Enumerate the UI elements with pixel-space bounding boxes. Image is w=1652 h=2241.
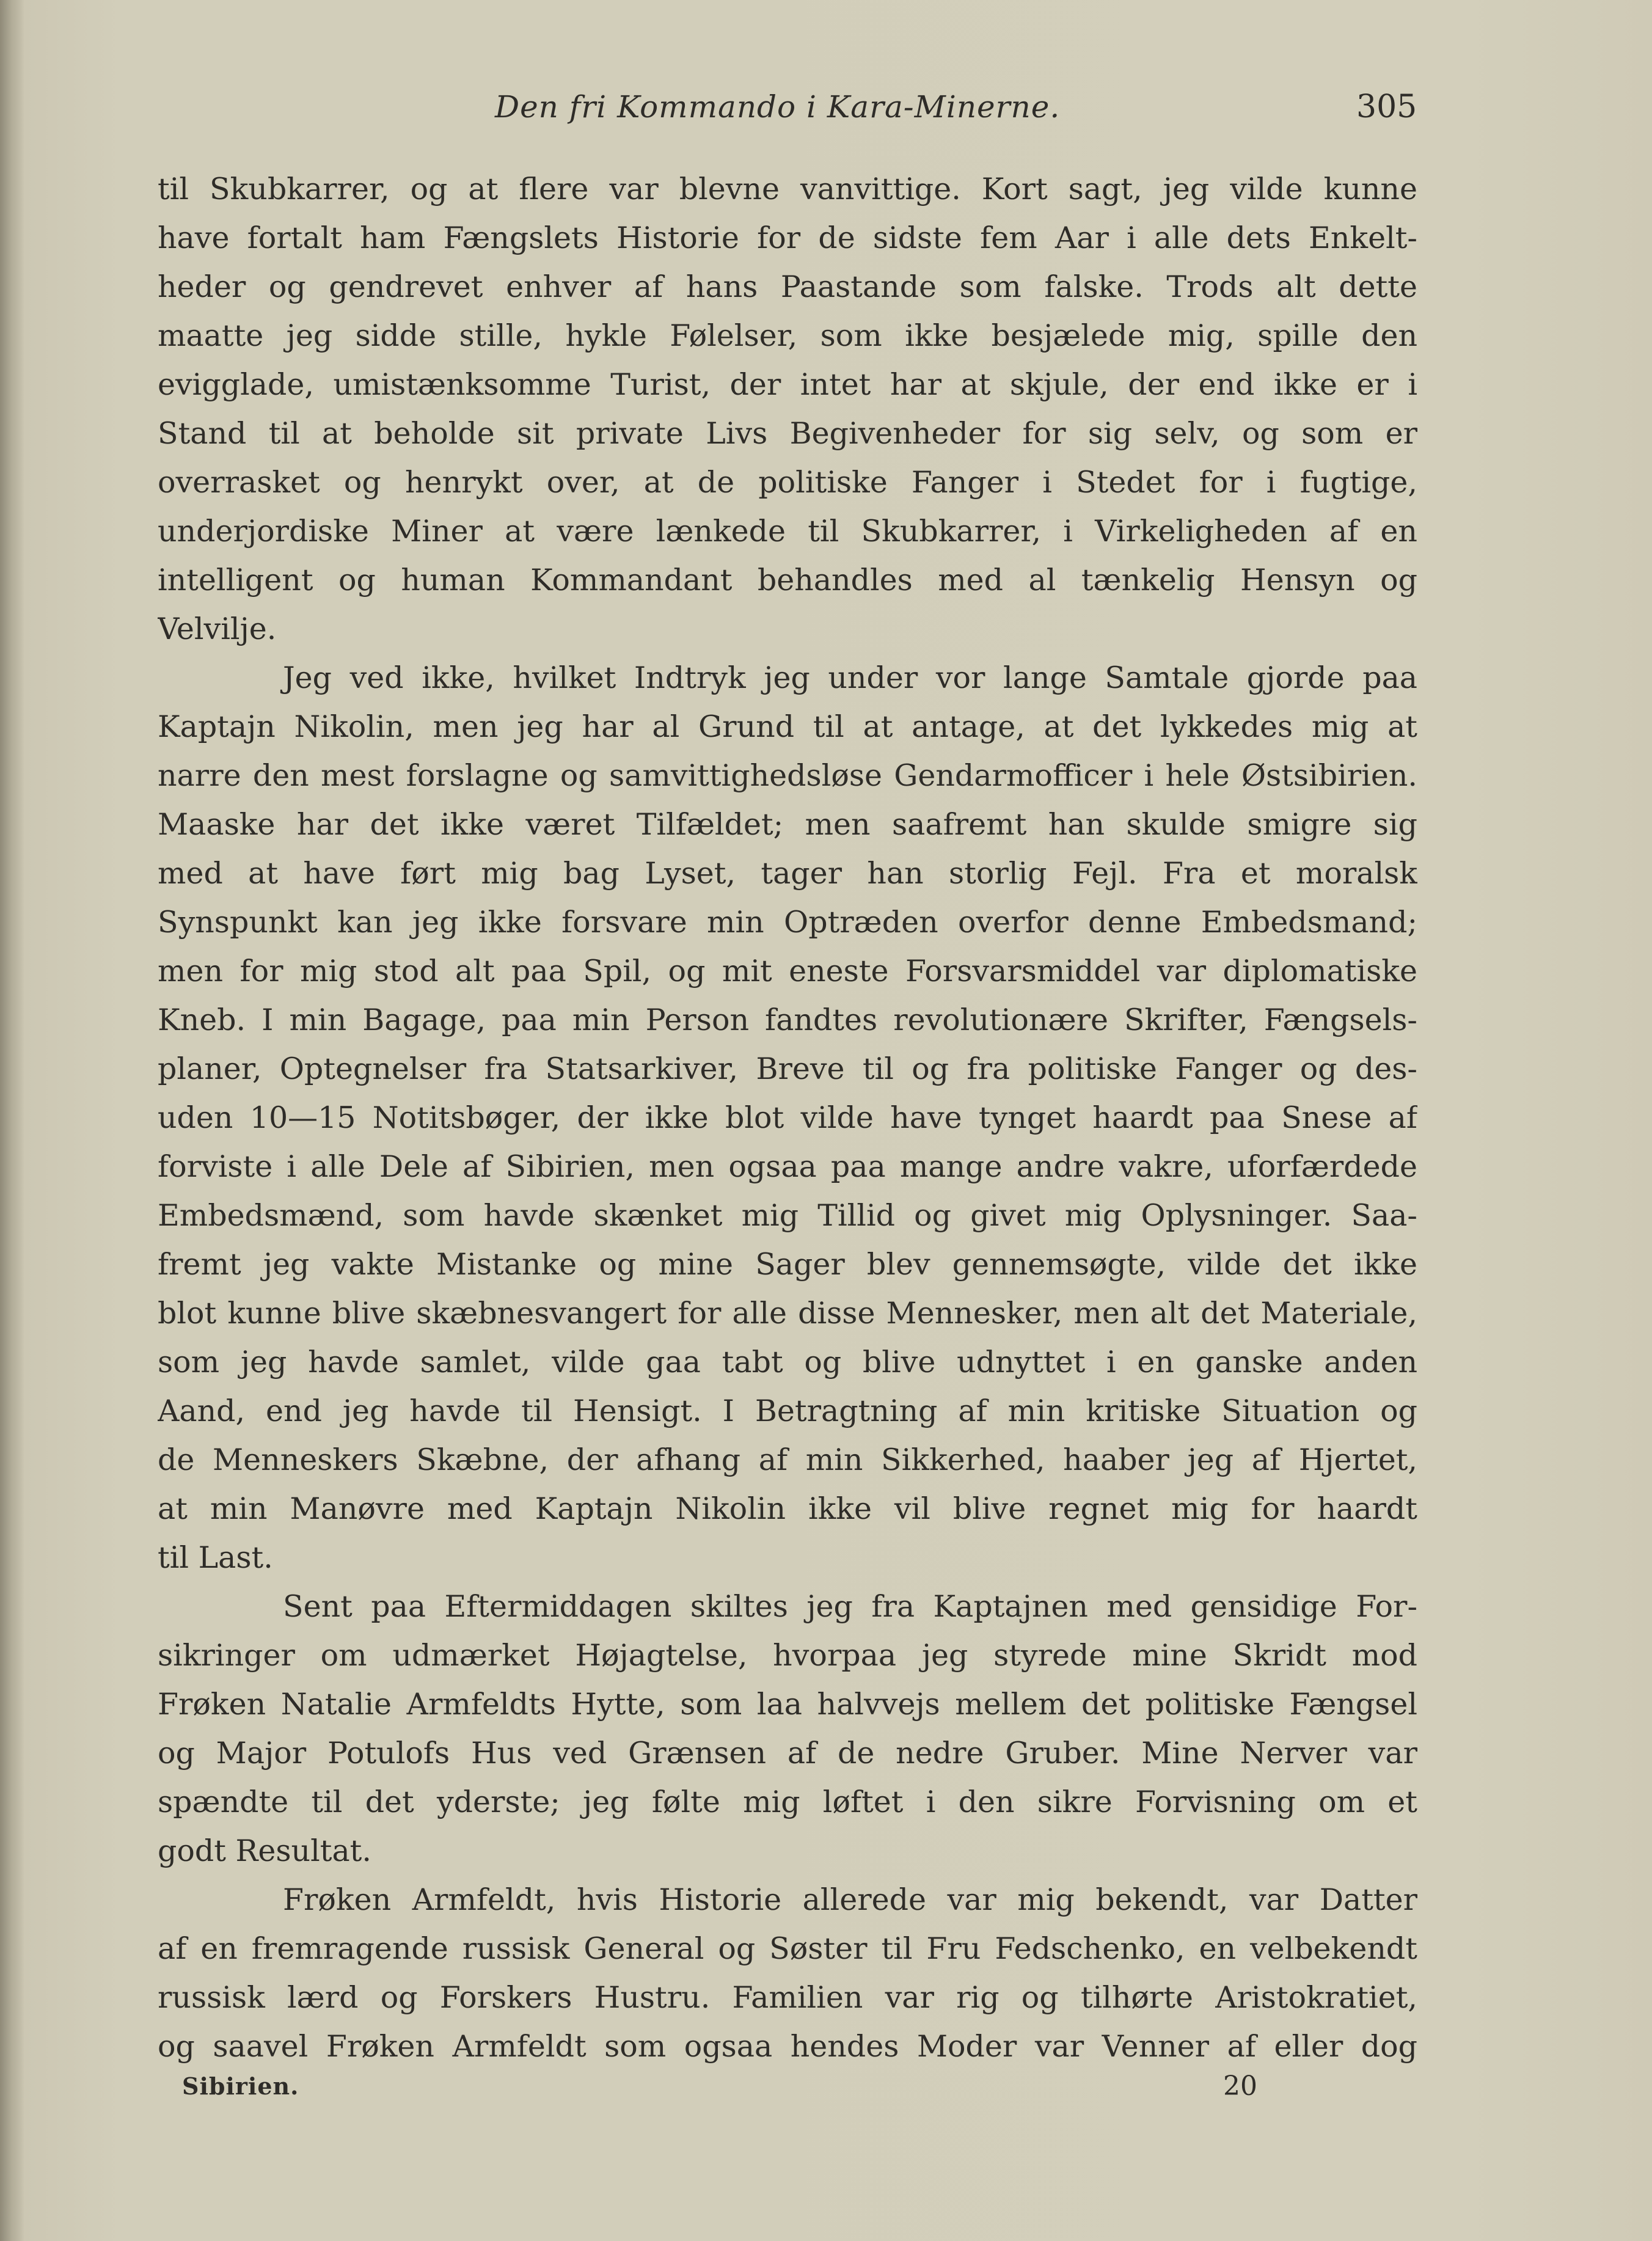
text-line: maatte jeg sidde stille, hykle Følelser, som ikke besjælede mig, spille den bbox=[158, 318, 1417, 353]
signature-mark: Sibirien. bbox=[182, 2072, 299, 2100]
page-number: 305 bbox=[1356, 89, 1417, 125]
signature-number: 20 bbox=[1223, 2071, 1257, 2102]
text-line: Kaptajn Nikolin, men jeg har al Grund til at antage, at det lykkedes mig at bbox=[158, 709, 1417, 744]
text-line: underjordiske Miner at være lænkede til Skubkarrer, i Virkeligheden af en bbox=[158, 514, 1417, 549]
text-line: Maaske har det ikke været Tilfældet; men saafremt han skulde smigre sig bbox=[158, 807, 1417, 842]
text-line: til Skubkarrer, og at flere var blevne vanvittige. Kort sagt, jeg vilde kunne bbox=[158, 172, 1417, 207]
running-head bbox=[0, 86, 1652, 128]
text-line: og saavel Frøken Armfeldt som ogsaa hendes Moder var Venner af eller dog bbox=[158, 2029, 1417, 2064]
text-line: som jeg havde samlet, vilde gaa tabt og blive udnyttet i en ganske anden bbox=[158, 1345, 1417, 1380]
text-line: forviste i alle Dele af Sibirien, men ogsaa paa mange andre vakre, uforfærdede bbox=[158, 1149, 1417, 1184]
text-line: Stand til at beholde sit private Livs Begivenheder for sig selv, og som er bbox=[158, 416, 1417, 451]
text-line: spændte til det yderste; jeg følte mig løftet i den sikre Forvisning om et bbox=[158, 1785, 1417, 1819]
text-line: heder og gendrevet enhver af hans Paastande som falske. Trods alt dette bbox=[158, 269, 1417, 304]
text-line: at min Manøvre med Kaptajn Nikolin ikke vil blive regnet mig for haardt bbox=[158, 1491, 1417, 1526]
text-line: fremt jeg vakte Mistanke og mine Sager blev gennemsøgte, vilde det ikke bbox=[158, 1247, 1417, 1282]
text-line: uden 10—15 Notitsbøger, der ikke blot vilde have tynget haardt paa Snese af bbox=[158, 1100, 1417, 1135]
running-title: Den fri Kommando i Kara-Minerne. bbox=[495, 89, 1061, 125]
text-line: blot kunne blive skæbnesvangert for alle disse Mennesker, men alt det Materiale, bbox=[158, 1296, 1417, 1331]
text-line: overrasket og henrykt over, at de politiske Fanger i Stedet for i fugtige, bbox=[158, 465, 1417, 500]
text-line: Velvilje. bbox=[158, 612, 277, 646]
text-line: Sent paa Eftermiddagen skiltes jeg fra Kaptajnen med gensidige For- bbox=[283, 1589, 1417, 1624]
text-line: have fortalt ham Fængslets Historie for de sidste fem Aar i alle dets Enkelt- bbox=[158, 221, 1417, 255]
text-line: Synspunkt kan jeg ikke forsvare min Optræden overfor denne Embedsmand; bbox=[158, 905, 1417, 940]
text-line: og Major Potulofs Hus ved Grænsen af de nedre Gruber. Mine Nerver var bbox=[158, 1736, 1417, 1771]
text-line: intelligent og human Kommandant behandles med al tænkelig Hensyn og bbox=[158, 563, 1417, 598]
text-line: Aand, end jeg havde til Hensigt. I Betragtning af min kritiske Situation og bbox=[158, 1394, 1417, 1428]
text-line: med at have ført mig bag Lyset, tager han storlig Fejl. Fra et moralsk bbox=[158, 856, 1417, 891]
page-footer bbox=[0, 2065, 1652, 2108]
text-line: narre den mest forslagne og samvittighedsløse Gendarmofficer i hele Østsibirien. bbox=[158, 758, 1417, 793]
text-line: russisk lærd og Forskers Hustru. Familien var rig og tilhørte Aristokratiet, bbox=[158, 1980, 1417, 2015]
binding-shadow bbox=[0, 0, 24, 2241]
text-line: til Last. bbox=[158, 1540, 273, 1575]
text-line: evigglade, umistænksomme Turist, der intet har at skjule, der end ikke er i bbox=[158, 367, 1417, 402]
text-line: de Menneskers Skæbne, der afhang af min Sikkerhed, haaber jeg af Hjertet, bbox=[158, 1442, 1417, 1477]
text-line: Embedsmænd, som havde skænket mig Tillid og givet mig Oplysninger. Saa- bbox=[158, 1198, 1417, 1233]
text-line: Jeg ved ikke, hvilket Indtryk jeg under vor lange Samtale gjorde paa bbox=[283, 660, 1417, 695]
body-text bbox=[158, 165, 1417, 2071]
text-line: planer, Optegnelser fra Statsarkiver, Breve til og fra politiske Fanger og des- bbox=[158, 1051, 1417, 1086]
text-line: godt Resultat. bbox=[158, 1833, 371, 1868]
text-line: Frøken Armfeldt, hvis Historie allerede var mig bekendt, var Datter bbox=[283, 1882, 1417, 1917]
text-line: men for mig stod alt paa Spil, og mit eneste Forsvarsmiddel var diplomatiske bbox=[158, 954, 1417, 989]
text-line: Kneb. I min Bagage, paa min Person fandtes revolutionære Skrifter, Fængsels- bbox=[158, 1003, 1417, 1037]
text-line: sikringer om udmærket Højagtelse, hvorpaa jeg styrede mine Skridt mod bbox=[158, 1638, 1417, 1673]
text-line: af en fremragende russisk General og Søster til Fru Fedschenko, en velbekendt bbox=[158, 1931, 1417, 1966]
text-line: Frøken Natalie Armfeldts Hytte, som laa halvvejs mellem det politiske Fængsel bbox=[158, 1687, 1417, 1722]
